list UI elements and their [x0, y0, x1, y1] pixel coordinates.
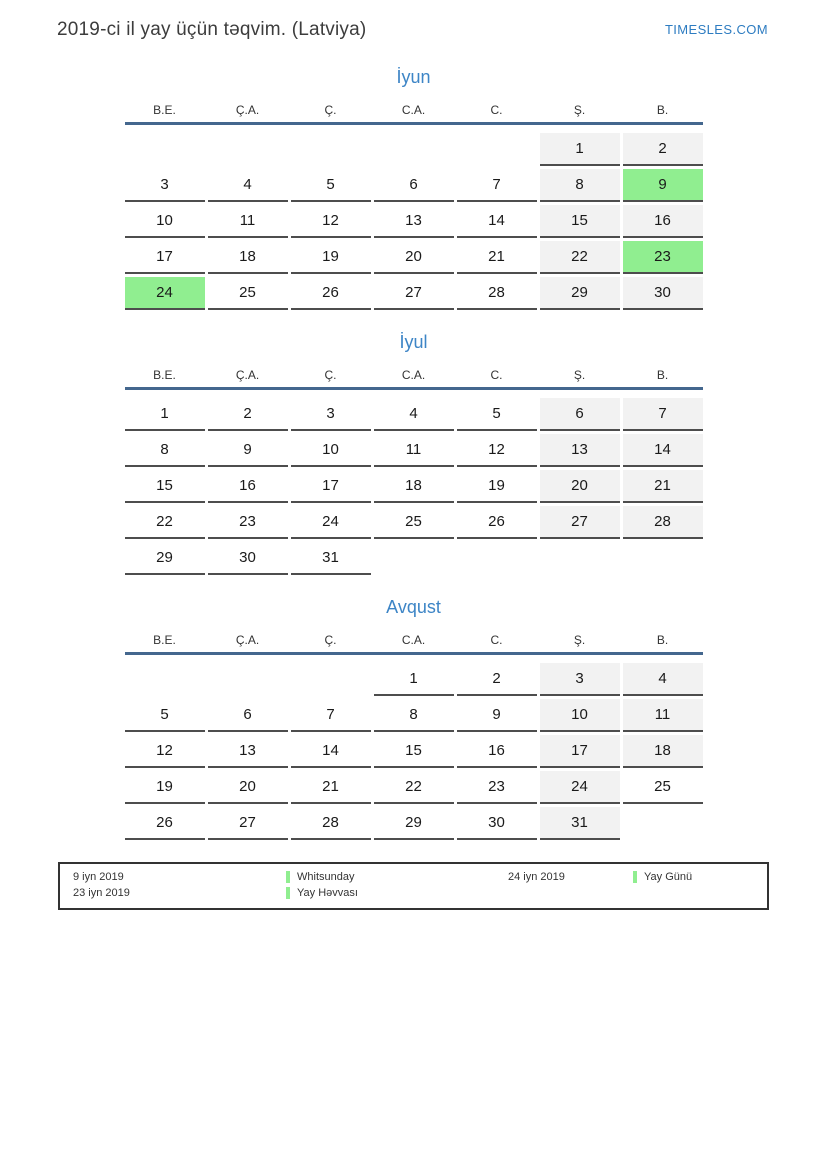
day-header: B.E.	[153, 633, 176, 647]
legend-labels-group-2	[633, 870, 692, 884]
month-title: İyun	[396, 67, 431, 87]
day-cell: 13	[208, 735, 288, 768]
day-cell: 15	[540, 205, 620, 238]
day-cell: 21	[457, 241, 537, 274]
month-rule	[125, 387, 703, 390]
day-headers	[125, 103, 703, 117]
day-header: Ş.	[573, 368, 586, 382]
day-header: Ç.	[324, 103, 337, 117]
week-row	[125, 133, 703, 166]
empty-cell	[125, 133, 205, 166]
empty-cell	[208, 663, 288, 696]
day-cell: 8	[374, 699, 454, 732]
day-cell: 11	[623, 699, 703, 732]
day-cell: 24	[291, 506, 371, 539]
day-cell: 5	[457, 398, 537, 431]
empty-cell	[291, 663, 371, 696]
day-header: Ş.	[573, 103, 586, 117]
empty-cell	[374, 542, 454, 575]
day-header: C.	[490, 103, 503, 117]
day-cell: 5	[291, 169, 371, 202]
day-header: Ç.	[324, 368, 337, 382]
day-cell: 14	[623, 434, 703, 467]
day-cell: 12	[457, 434, 537, 467]
page-title: 2019-ci il yay üçün təqvim. (Latviya)	[57, 19, 367, 40]
day-header: B.E.	[153, 103, 176, 117]
day-cell: 3	[540, 663, 620, 696]
day-cell: 23	[208, 506, 288, 539]
week-row	[125, 169, 703, 202]
day-cell: 26	[291, 277, 371, 310]
day-cell: 18	[208, 241, 288, 274]
day-cell: 29	[540, 277, 620, 310]
day-cell: 22	[540, 241, 620, 274]
week-row	[125, 205, 703, 238]
empty-cell	[457, 542, 537, 575]
empty-cell	[623, 542, 703, 575]
day-cell: 20	[374, 241, 454, 274]
day-cell: 20	[208, 771, 288, 804]
day-cell: 13	[540, 434, 620, 467]
day-cell: 7	[457, 169, 537, 202]
day-cell: 25	[208, 277, 288, 310]
day-cell: 3	[125, 169, 205, 202]
month-2	[125, 332, 703, 575]
week-row	[125, 506, 703, 539]
day-header: B.	[656, 633, 669, 647]
day-header: B.E.	[153, 368, 176, 382]
brand-link[interactable]: TIMESLES.COM	[664, 22, 768, 37]
week-row	[125, 663, 703, 696]
legend-label: Whitsunday	[297, 871, 355, 883]
day-cell: 7	[623, 398, 703, 431]
day-cell: 6	[208, 699, 288, 732]
day-header: B.	[656, 103, 669, 117]
day-cell: 14	[291, 735, 371, 768]
week-row	[125, 470, 703, 503]
day-cell: 27	[374, 277, 454, 310]
empty-cell	[540, 542, 620, 575]
day-cell: 16	[623, 205, 703, 238]
day-cell: 18	[623, 735, 703, 768]
day-cell: 26	[457, 506, 537, 539]
day-cell: 27	[540, 506, 620, 539]
day-cell-holiday: 9	[623, 169, 703, 202]
legend	[58, 862, 769, 910]
day-cell: 22	[374, 771, 454, 804]
day-header: Ç.A.	[235, 368, 260, 382]
day-cell: 17	[291, 470, 371, 503]
legend-dates-group-1	[73, 870, 286, 900]
legend-label: Yay Həvvası	[297, 887, 358, 899]
week-row	[125, 434, 703, 467]
page-header	[0, 0, 827, 41]
day-cell: 19	[291, 241, 371, 274]
day-cell: 30	[457, 807, 537, 840]
day-cell: 2	[208, 398, 288, 431]
week-row	[125, 807, 703, 840]
day-header: C.	[490, 633, 503, 647]
day-cell: 29	[125, 542, 205, 575]
day-cell: 13	[374, 205, 454, 238]
day-cell: 2	[623, 133, 703, 166]
holiday-swatch-icon	[286, 871, 290, 883]
week-row	[125, 241, 703, 274]
day-cell: 17	[125, 241, 205, 274]
legend-labels-group-1	[286, 870, 508, 900]
day-cell: 15	[374, 735, 454, 768]
day-cell: 17	[540, 735, 620, 768]
day-cell: 11	[374, 434, 454, 467]
day-cell: 9	[457, 699, 537, 732]
day-cell: 16	[208, 470, 288, 503]
day-cell: 11	[208, 205, 288, 238]
day-cell: 4	[623, 663, 703, 696]
day-cell: 23	[457, 771, 537, 804]
month-rule	[125, 122, 703, 125]
empty-cell	[125, 663, 205, 696]
holiday-swatch-icon	[633, 871, 637, 883]
day-cell: 12	[125, 735, 205, 768]
day-cell: 10	[540, 699, 620, 732]
legend-date: 24 iyn 2019	[508, 871, 565, 883]
day-cell: 6	[374, 169, 454, 202]
empty-cell	[291, 133, 371, 166]
day-cell: 25	[623, 771, 703, 804]
day-cell-holiday: 24	[125, 277, 205, 310]
day-cell: 30	[623, 277, 703, 310]
day-cell: 1	[540, 133, 620, 166]
day-cell-holiday: 23	[623, 241, 703, 274]
empty-cell	[374, 133, 454, 166]
day-cell: 7	[291, 699, 371, 732]
day-cell: 4	[374, 398, 454, 431]
day-cell: 26	[125, 807, 205, 840]
week-row	[125, 542, 703, 575]
day-header: Ç.A.	[235, 103, 260, 117]
day-cell: 1	[374, 663, 454, 696]
day-header: C.A.	[401, 103, 426, 117]
day-cell: 19	[125, 771, 205, 804]
week-row	[125, 771, 703, 804]
day-cell: 8	[125, 434, 205, 467]
month-title: İyul	[399, 332, 428, 352]
day-cell: 1	[125, 398, 205, 431]
day-cell: 15	[125, 470, 205, 503]
week-row	[125, 699, 703, 732]
day-cell: 8	[540, 169, 620, 202]
day-cell: 22	[125, 506, 205, 539]
day-cell: 18	[374, 470, 454, 503]
day-headers	[125, 368, 703, 382]
day-cell: 24	[540, 771, 620, 804]
day-cell: 25	[374, 506, 454, 539]
day-header: Ş.	[573, 633, 586, 647]
day-cell: 9	[208, 434, 288, 467]
day-header: C.	[490, 368, 503, 382]
month-3	[125, 597, 703, 840]
day-header: B.	[656, 368, 669, 382]
week-row	[125, 398, 703, 431]
month-rule	[125, 652, 703, 655]
day-header: Ç.	[324, 633, 337, 647]
empty-cell	[457, 133, 537, 166]
day-header: C.A.	[401, 368, 426, 382]
day-cell: 16	[457, 735, 537, 768]
day-headers	[125, 633, 703, 647]
day-cell: 30	[208, 542, 288, 575]
legend-date: 23 iyn 2019	[73, 887, 130, 899]
legend-label: Yay Günü	[644, 871, 693, 883]
day-cell: 28	[291, 807, 371, 840]
day-cell: 10	[125, 205, 205, 238]
empty-cell	[208, 133, 288, 166]
day-cell: 3	[291, 398, 371, 431]
legend-date: 9 iyn 2019	[73, 871, 124, 883]
calendar	[125, 67, 703, 840]
day-cell: 14	[457, 205, 537, 238]
week-row	[125, 277, 703, 310]
day-cell: 12	[291, 205, 371, 238]
day-cell: 28	[623, 506, 703, 539]
day-cell: 31	[291, 542, 371, 575]
day-cell: 21	[623, 470, 703, 503]
day-cell: 19	[457, 470, 537, 503]
day-cell: 2	[457, 663, 537, 696]
day-cell: 5	[125, 699, 205, 732]
legend-dates-group-2	[508, 870, 633, 884]
month-title: Avqust	[386, 597, 441, 617]
day-header: Ç.A.	[235, 633, 260, 647]
day-cell: 6	[540, 398, 620, 431]
month-1	[125, 67, 703, 310]
day-cell: 21	[291, 771, 371, 804]
day-cell: 20	[540, 470, 620, 503]
day-cell: 4	[208, 169, 288, 202]
day-cell: 27	[208, 807, 288, 840]
day-cell: 29	[374, 807, 454, 840]
day-cell: 28	[457, 277, 537, 310]
day-cell: 31	[540, 807, 620, 840]
holiday-swatch-icon	[286, 887, 290, 899]
day-header: C.A.	[401, 633, 426, 647]
empty-cell	[623, 807, 703, 840]
week-row	[125, 735, 703, 768]
day-cell: 10	[291, 434, 371, 467]
